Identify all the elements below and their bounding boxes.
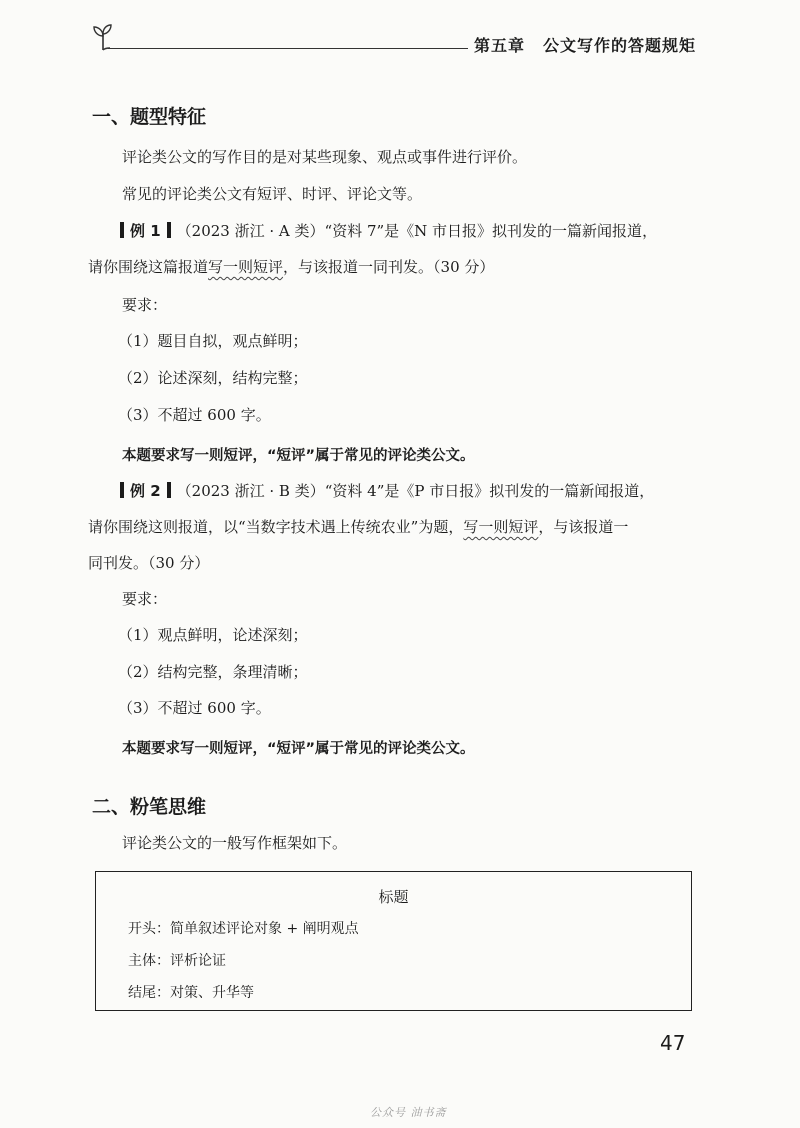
example1-req-3: （3）不超过 600 字。 bbox=[118, 406, 271, 424]
section-heading-2: 二、粉笔思维 bbox=[92, 796, 207, 818]
section-heading-1: 一、题型特征 bbox=[92, 106, 207, 128]
example1-label: 例 1 bbox=[130, 222, 161, 240]
example1-line2: 请你围绕这篇报道写一则短评，与该报道一同刊发。（30 分） bbox=[88, 258, 495, 276]
example1-req-2: （2）论述深刻，结构完整； bbox=[118, 369, 308, 387]
example2-line1: 例 2 （2023 浙江 · B 类）“资料 4”是《P 市日报》拟刊发的一篇新闻报道， bbox=[120, 482, 654, 499]
paragraph-intro-1: 评论类公文的写作目的是对某些现象、观点或事件进行评价。 bbox=[122, 148, 528, 166]
framework-opening: 开头：简单叙述评论对象 + 阐明观点 bbox=[128, 921, 359, 937]
watermark: 公众号 油书斋 bbox=[370, 1106, 447, 1119]
example2-req-2: （2）结构完整，条理清晰； bbox=[118, 663, 308, 681]
framework-body: 主体：评析论证 bbox=[128, 953, 226, 969]
page-number: 47 bbox=[660, 1031, 686, 1055]
framework-ending: 结尾：对策、升华等 bbox=[128, 985, 254, 1001]
example2-note: 本题要求写一则短评，“短评”属于常见的评论类公文。 bbox=[122, 741, 475, 757]
example2-req-3: （3）不超过 600 字。 bbox=[118, 699, 271, 717]
example2-label: 例 2 bbox=[130, 482, 161, 500]
example2-line3: 同刊发。（30 分） bbox=[88, 554, 210, 572]
example2-req-1: （1）观点鲜明，论述深刻； bbox=[118, 626, 308, 644]
example1-requirements-label: 要求： bbox=[122, 296, 168, 314]
paragraph-intro-2: 常见的评论类公文有短评、时评、评论文等。 bbox=[122, 185, 423, 203]
example2-line2: 请你围绕这则报道，以“当数字技术遇上传统农业”为题，写一则短评，与该报道一 bbox=[88, 518, 629, 536]
chapter-header bbox=[474, 33, 696, 56]
header-rule bbox=[108, 48, 468, 49]
wavy-underline: 写一则短评 bbox=[208, 258, 284, 276]
wavy-underline: 写一则短评 bbox=[463, 518, 539, 536]
paragraph-framework-intro: 评论类公文的一般写作框架如下。 bbox=[122, 834, 348, 852]
example1-req-1: （1）题目自拟，观点鲜明； bbox=[118, 332, 308, 350]
chapter-number: 第五章 bbox=[474, 36, 526, 55]
framework-box bbox=[95, 871, 692, 1011]
example2-requirements-label: 要求： bbox=[122, 590, 168, 608]
example1-note: 本题要求写一则短评，“短评”属于常见的评论类公文。 bbox=[122, 448, 475, 464]
framework-title: 标题 bbox=[378, 888, 409, 906]
example1-line1: 例 1 （2023 浙江 · A 类）“资料 7”是《N 市日报》拟刊发的一篇新闻报道， bbox=[120, 222, 657, 239]
chapter-title: 公文写作的答题规矩 bbox=[543, 36, 697, 55]
